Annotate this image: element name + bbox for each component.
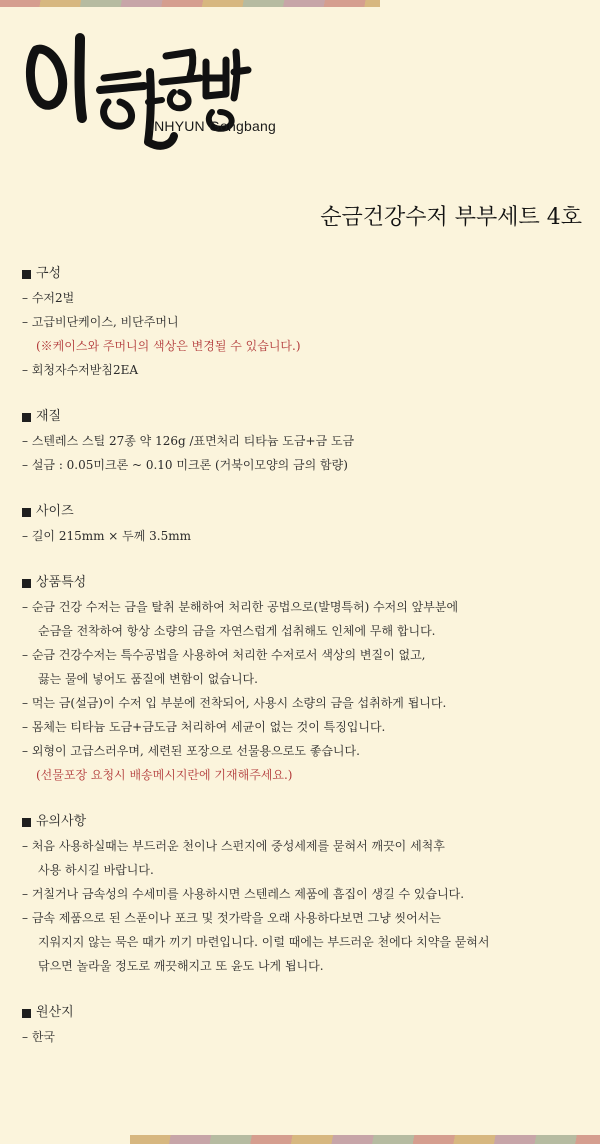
- info-line: – 거칠거나 금속성의 수세미를 사용하시면 스텐레스 제품에 흠집이 생길 수 있습니다.: [22, 887, 465, 901]
- section-heading-text: 재질: [36, 409, 62, 424]
- info-line: – 순금 건강 수저는 금을 탈취 분해하여 처리한 공법으로(발명특허) 수저의 앞부분에: [22, 600, 459, 614]
- section-heading: [22, 262, 582, 286]
- info-line: 지워지지 않는 묵은 때가 끼기 마련입니다. 이럴 때에는 부드러운 천에다 치약을 묻혀서: [38, 935, 490, 949]
- section-heading-text: 상품특성: [36, 575, 87, 590]
- square-bullet-icon: [22, 270, 31, 279]
- info-line: – 순금 건강수저는 특수공법을 사용하여 처리한 수저로서 색상의 변질이 없고,: [22, 648, 426, 662]
- info-line: – 처음 사용하실때는 부드러운 천이나 스펀지에 중성세제를 묻혀서 깨끗이 세척후: [22, 839, 445, 853]
- info-line: – 몸체는 티타늄 도금+금도금 처리하여 세균이 없는 것이 특징입니다.: [22, 720, 386, 734]
- info-line: – 한국: [22, 1030, 55, 1044]
- info-line: – 수저2벌: [22, 291, 75, 305]
- info-line: – 설금 : 0.05미크론 ~ 0.10 미크론 (거북이모양의 금의 함량): [22, 458, 348, 472]
- info-line: 순금을 전착하여 항상 소량의 금을 자연스럽게 섭취해도 인체에 무해 합니다.: [38, 624, 436, 638]
- info-line: – 회청자수저받침2EA: [22, 363, 139, 377]
- square-bullet-icon: [22, 818, 31, 827]
- info-line: 사용 하시길 바랍니다.: [38, 863, 154, 877]
- info-line: – 금속 제품으로 된 스푼이나 포크 및 젓가락을 오래 사용하다보면 그냥 씻어서는: [22, 911, 441, 925]
- section: [22, 571, 582, 787]
- section-heading: [22, 405, 582, 429]
- section: [22, 1001, 582, 1049]
- square-bullet-icon: [22, 413, 31, 422]
- product-title: 순금건강수저 부부세트 4호: [320, 205, 582, 230]
- square-bullet-icon: [22, 579, 31, 588]
- section: [22, 405, 582, 477]
- top-decorative-bar: [0, 0, 380, 7]
- info-line: 닦으면 놀라울 정도로 깨끗해지고 또 윤도 나게 됩니다.: [38, 959, 324, 973]
- section-heading-text: 구성: [36, 266, 62, 281]
- square-bullet-icon: [22, 1009, 31, 1018]
- section-heading-text: 원산지: [36, 1005, 74, 1020]
- info-line: – 외형이 고급스러우며, 세련된 포장으로 선물용으로도 좋습니다.: [22, 744, 360, 758]
- product-info: [22, 262, 582, 1072]
- info-line: – 스텐레스 스틸 27종 약 126g /표면처리 티타늄 도금+금 도금: [22, 434, 355, 448]
- section-heading: [22, 571, 582, 595]
- section: [22, 500, 582, 548]
- note-line: (※케이스와 주머니의 색상은 변경될 수 있습니다.): [36, 339, 301, 353]
- note-line: (선물포장 요청시 배송메시지란에 기재해주세요.): [36, 768, 293, 782]
- brand-logo: [22, 32, 302, 172]
- bottom-decorative-bar: [130, 1135, 600, 1144]
- square-bullet-icon: [22, 508, 31, 517]
- section-heading-text: 사이즈: [36, 504, 74, 519]
- section: [22, 810, 582, 978]
- brand-subtitle: INHYUN Gongbang: [150, 118, 276, 134]
- section-heading-text: 유의사항: [36, 814, 87, 829]
- calligraphy-logo: [22, 32, 302, 172]
- section-heading: [22, 500, 582, 524]
- info-line: – 고급비단케이스, 비단주머니: [22, 315, 179, 329]
- info-line: – 먹는 금(설금)이 수저 입 부분에 전착되어, 사용시 소량의 금을 섭취하게 됩니다.: [22, 696, 447, 710]
- info-line: 끓는 물에 넣어도 품질에 변함이 없습니다.: [38, 672, 258, 686]
- section: [22, 262, 582, 382]
- section-heading: [22, 1001, 582, 1025]
- section-heading: [22, 810, 582, 834]
- info-line: – 길이 215mm × 두께 3.5mm: [22, 529, 191, 543]
